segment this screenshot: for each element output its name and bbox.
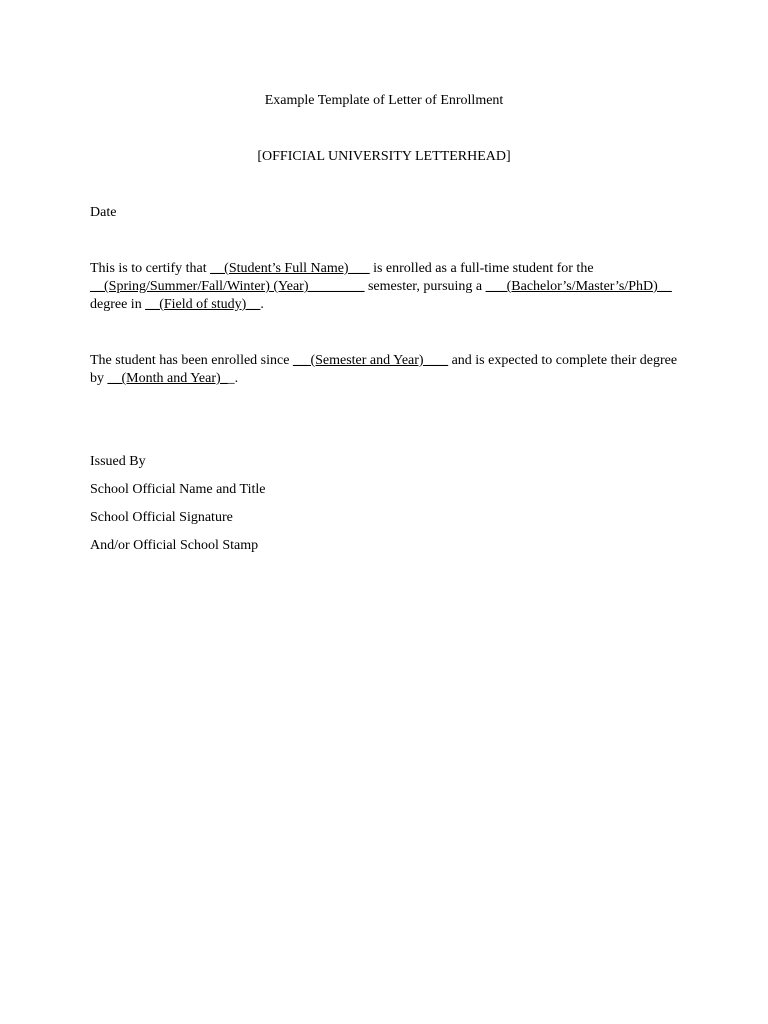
enrollment-start-blank: __ (Semester and Year) ___ [292, 353, 449, 368]
semester-year-blank: __(Spring/Summer/Fall/Winter) (Year)________ [90, 279, 365, 294]
official-stamp-label: And/or Official School Stamp [90, 538, 259, 553]
text: . [260, 297, 264, 312]
text: and is expected to complete their degree [448, 353, 678, 368]
document-title: Example Template of Letter of Enrollment [264, 93, 504, 108]
paragraph2-line1 [90, 352, 677, 370]
official-signature-label: School Official Signature [90, 510, 233, 525]
text: _. [227, 371, 239, 386]
field-of-study-blank: __(Field of study)__ [145, 297, 261, 312]
date-label: Date [90, 205, 117, 220]
text: is enrolled as a full-time student for the [369, 261, 594, 276]
text: degree in [90, 297, 146, 312]
letterhead-placeholder: [OFFICIAL UNIVERSITY LETTERHEAD] [257, 149, 511, 164]
paragraph1-line1 [90, 260, 594, 278]
paragraph1-line2 [90, 278, 672, 296]
text: by [90, 371, 108, 386]
degree-type-blank: ___(Bachelor’s/Master’s/PhD)__ [485, 279, 672, 294]
student-name-blank: __(Student’s Full Name)___ [210, 261, 370, 276]
issued-by-label: Issued By [90, 454, 146, 469]
completion-date-blank: __(Month and Year)_ [107, 371, 228, 386]
text: semester, pursuing a [364, 279, 486, 294]
paragraph2-line2 [90, 370, 238, 388]
text: The student has been enrolled since [90, 353, 293, 368]
paragraph1-line3 [90, 296, 264, 314]
official-name-label: School Official Name and Title [90, 482, 266, 497]
text: This is to certify that [90, 261, 211, 276]
